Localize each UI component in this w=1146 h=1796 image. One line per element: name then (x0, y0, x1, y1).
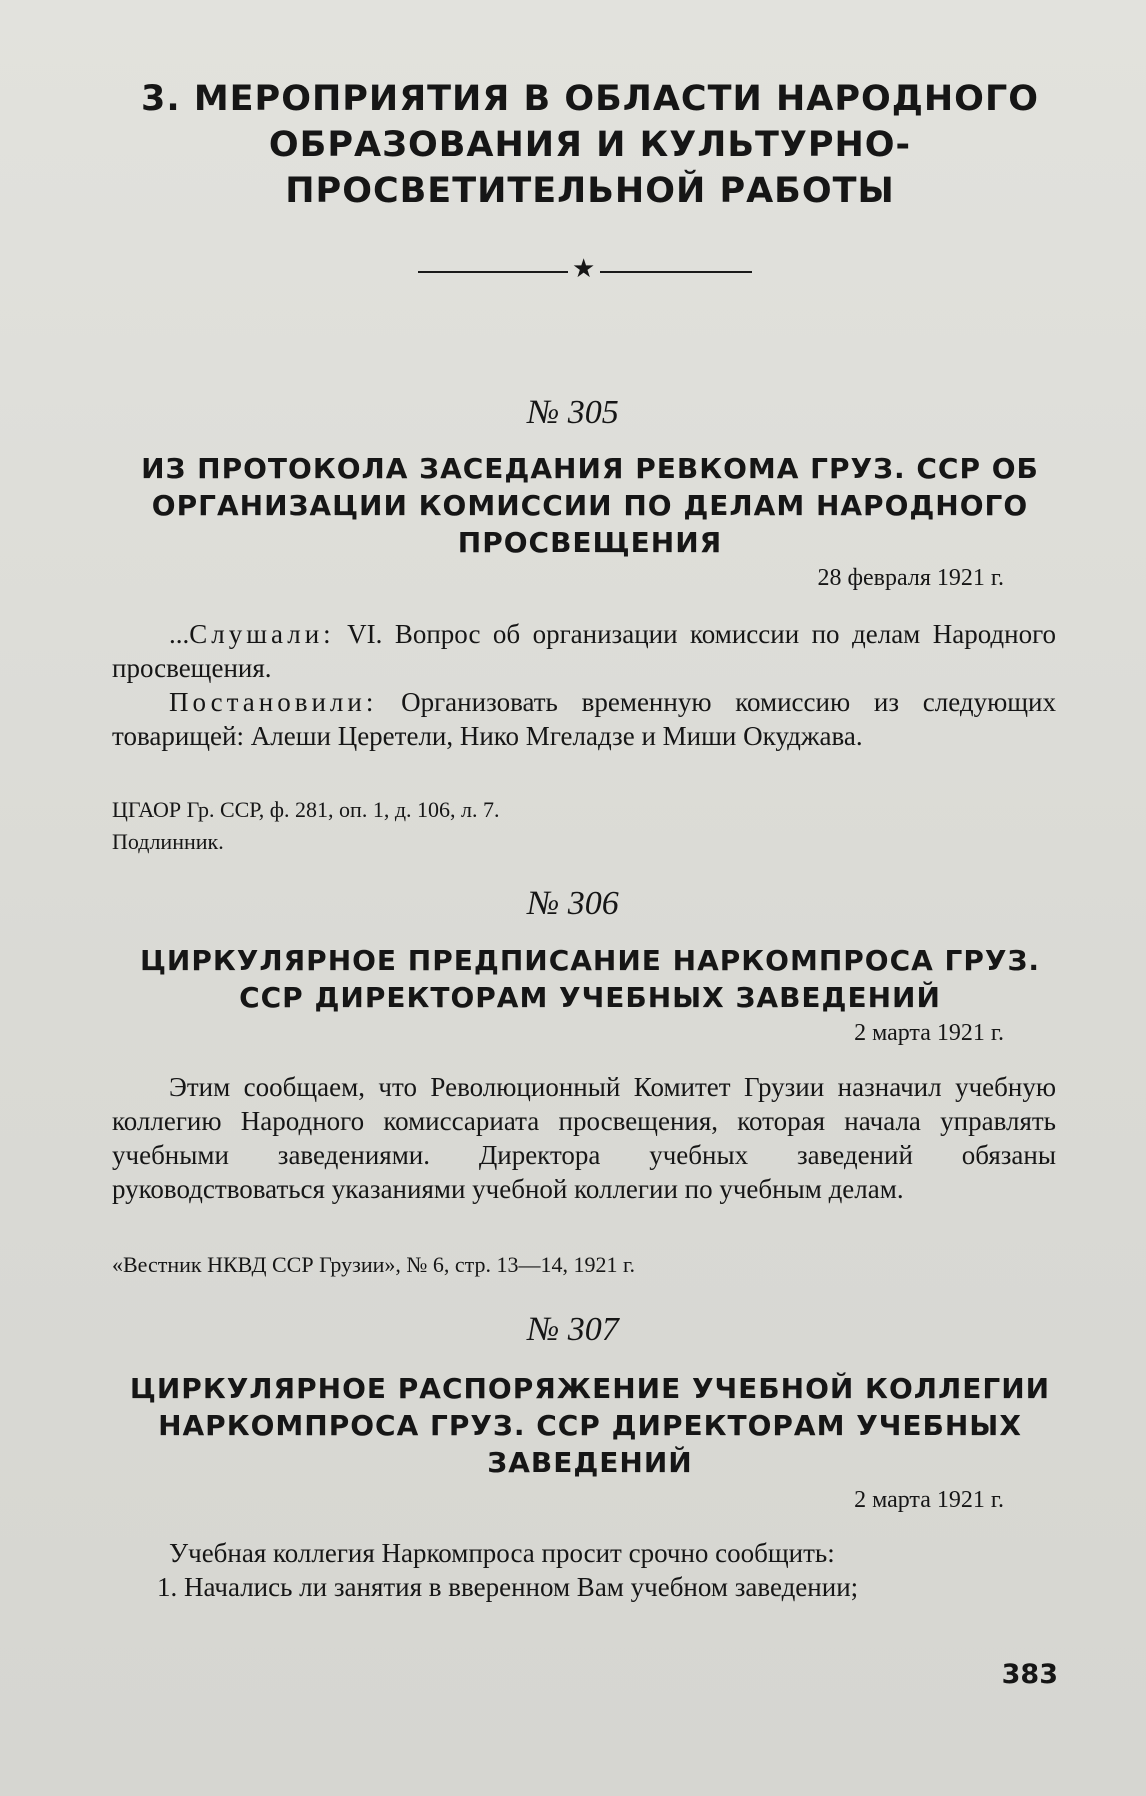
page-number: 383 (1001, 1659, 1058, 1690)
document-title: ЦИРКУЛЯРНОЕ РАСПОРЯЖЕНИЕ УЧЕБНОЙ КОЛЛЕГИИ НАРКОМПРОСА ГРУЗ. ССР ДИРЕКТОРАМ УЧЕБНЫХ ЗАВЕДЕНИЙ (129, 1372, 1051, 1479)
star-icon: ★ (572, 254, 596, 283)
section-title: 3. МЕРОПРИЯТИЯ В ОБЛАСТИ НАРОДНОГО ОБРАЗОВАНИЯ И КУЛЬТУРНО-ПРОСВЕТИТЕЛЬНОЙ РАБОТЫ (140, 79, 1039, 211)
source-note: Подлинник. (112, 829, 224, 854)
document-number: № 306 (527, 885, 619, 922)
resolved-label: Постановили: (169, 687, 378, 717)
archive-source: ЦГАОР Гр. ССР, ф. 281, оп. 1, д. 106, л. 7. (112, 797, 500, 822)
heard-label: Слушали: (189, 619, 335, 649)
document-title: ИЗ ПРОТОКОЛА ЗАСЕДАНИЯ РЕВКОМА ГРУЗ. ССР ОБ ОРГАНИЗАЦИИ КОМИССИИ ПО ДЕЛАМ НАРОДНОГО ПРОСВЕЩЕНИЯ (141, 452, 1039, 559)
document-date: 2 марта 1921 г. (854, 1487, 1004, 1513)
document-number: № 305 (527, 394, 619, 431)
ornament-divider (418, 254, 752, 286)
document-number: № 307 (527, 1311, 619, 1348)
publication-source: «Вестник НКВД ССР Грузии», № 6, стр. 13—14, 1921 г. (112, 1252, 636, 1277)
document-date: 2 марта 1921 г. (854, 1020, 1004, 1046)
document-title: ЦИРКУЛЯРНОЕ ПРЕДПИСАНИЕ НАРКОМПРОСА ГРУЗ. ССР ДИРЕКТОРАМ УЧЕБНЫХ ЗАВЕДЕНИЙ (139, 944, 1041, 1014)
document-text: Учебная коллегия Наркомпроса просит срочно сообщить: 1. Начались ли занятия в вверенном Вам учебном заведении; (157, 1538, 859, 1602)
document-text: Этим сообщаем, что Революционный Комитет Грузии назначил учебную коллегию Народного комиссариата просвещения, которая начала управлять учебными заведениями. Директора учебных заведений обязаны руководствоваться указаниями учебной коллегии по учебным делам. (112, 1072, 1056, 1204)
document-date: 28 февраля 1921 г. (817, 565, 1004, 591)
document-text: ...Слушали: VI. Вопрос об организации комиссии по делам Народного просвещения. Постановили: Организовать временную комиссию из следующих товарищей: Алеши Церетели, Нико Мгеладзе и Миши Окуджава. (112, 619, 1057, 751)
